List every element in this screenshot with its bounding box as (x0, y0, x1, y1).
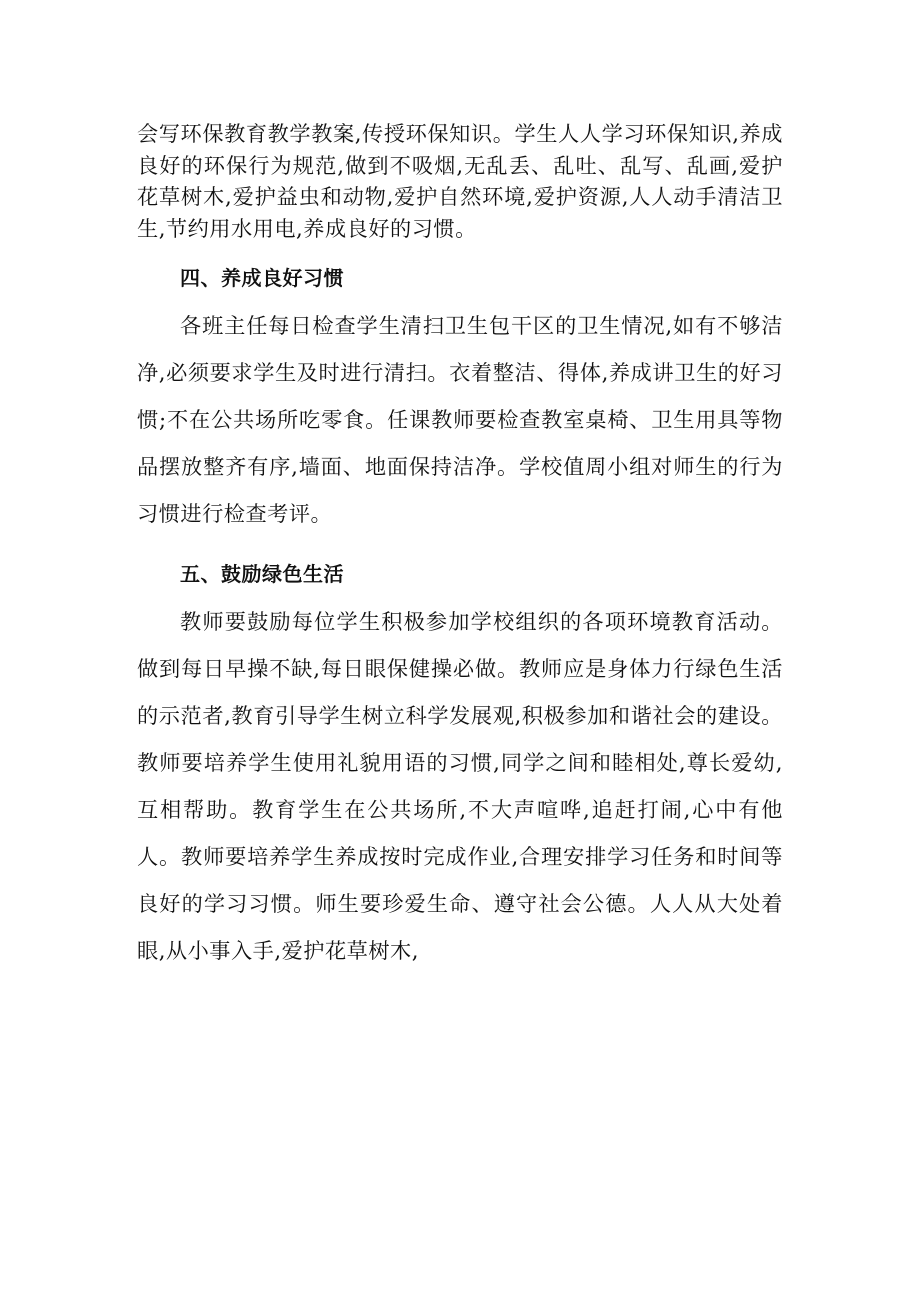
document-body (137, 118, 783, 974)
paragraph-continued: 会写环保教育教学教案,传授环保知识。学生人人学习环保知识,养成良好的环保行为规范,做到不吸烟,无乱丢、乱吐、乱写、乱画,爱护花草树木,爱护益虫和动物,爱护自然环境,爱护资源,人人动手清洁卫生,节约用水用电,养成良好的习惯。 (137, 121, 783, 241)
section-five-paragraph: 教师要鼓励每位学生积极参加学校组织的各项环境教育活动。做到每日早操不缺,每日眼保健操必做。教师应是身体力行绿色生活的示范者,教育引导学生树立科学发展观,积极参加和谐社会的建设。教师要培养学生使用礼貌用语的习惯,同学之间和睦相处,尊长爱幼,互相帮助。教育学生在公共场所,不大声喧哗,追赶打闹,心中有他人。教师要培养学生养成按时完成作业,合理安排学习任务和时间等良好的学习习惯。师生要珍爱生命、遵守社会公德。人人从大处着眼,从小事入手,爱护花草树木, (137, 609, 783, 963)
section-four-heading: 四、养成良好习惯 (180, 266, 344, 290)
section-five-heading: 五、鼓励绿色生活 (180, 562, 344, 586)
section-four-paragraph: 各班主任每日检查学生清扫卫生包干区的卫生情况,如有不够洁净,必须要求学生及时进行清扫。衣着整洁、得体,养成讲卫生的好习惯;不在公共场所吃零食。任课教师要检查教室桌椅、卫生用具等物品摆放整齐有序,墙面、地面保持洁净。学校值周小组对师生的行为习惯进行检查考评。 (137, 313, 783, 526)
